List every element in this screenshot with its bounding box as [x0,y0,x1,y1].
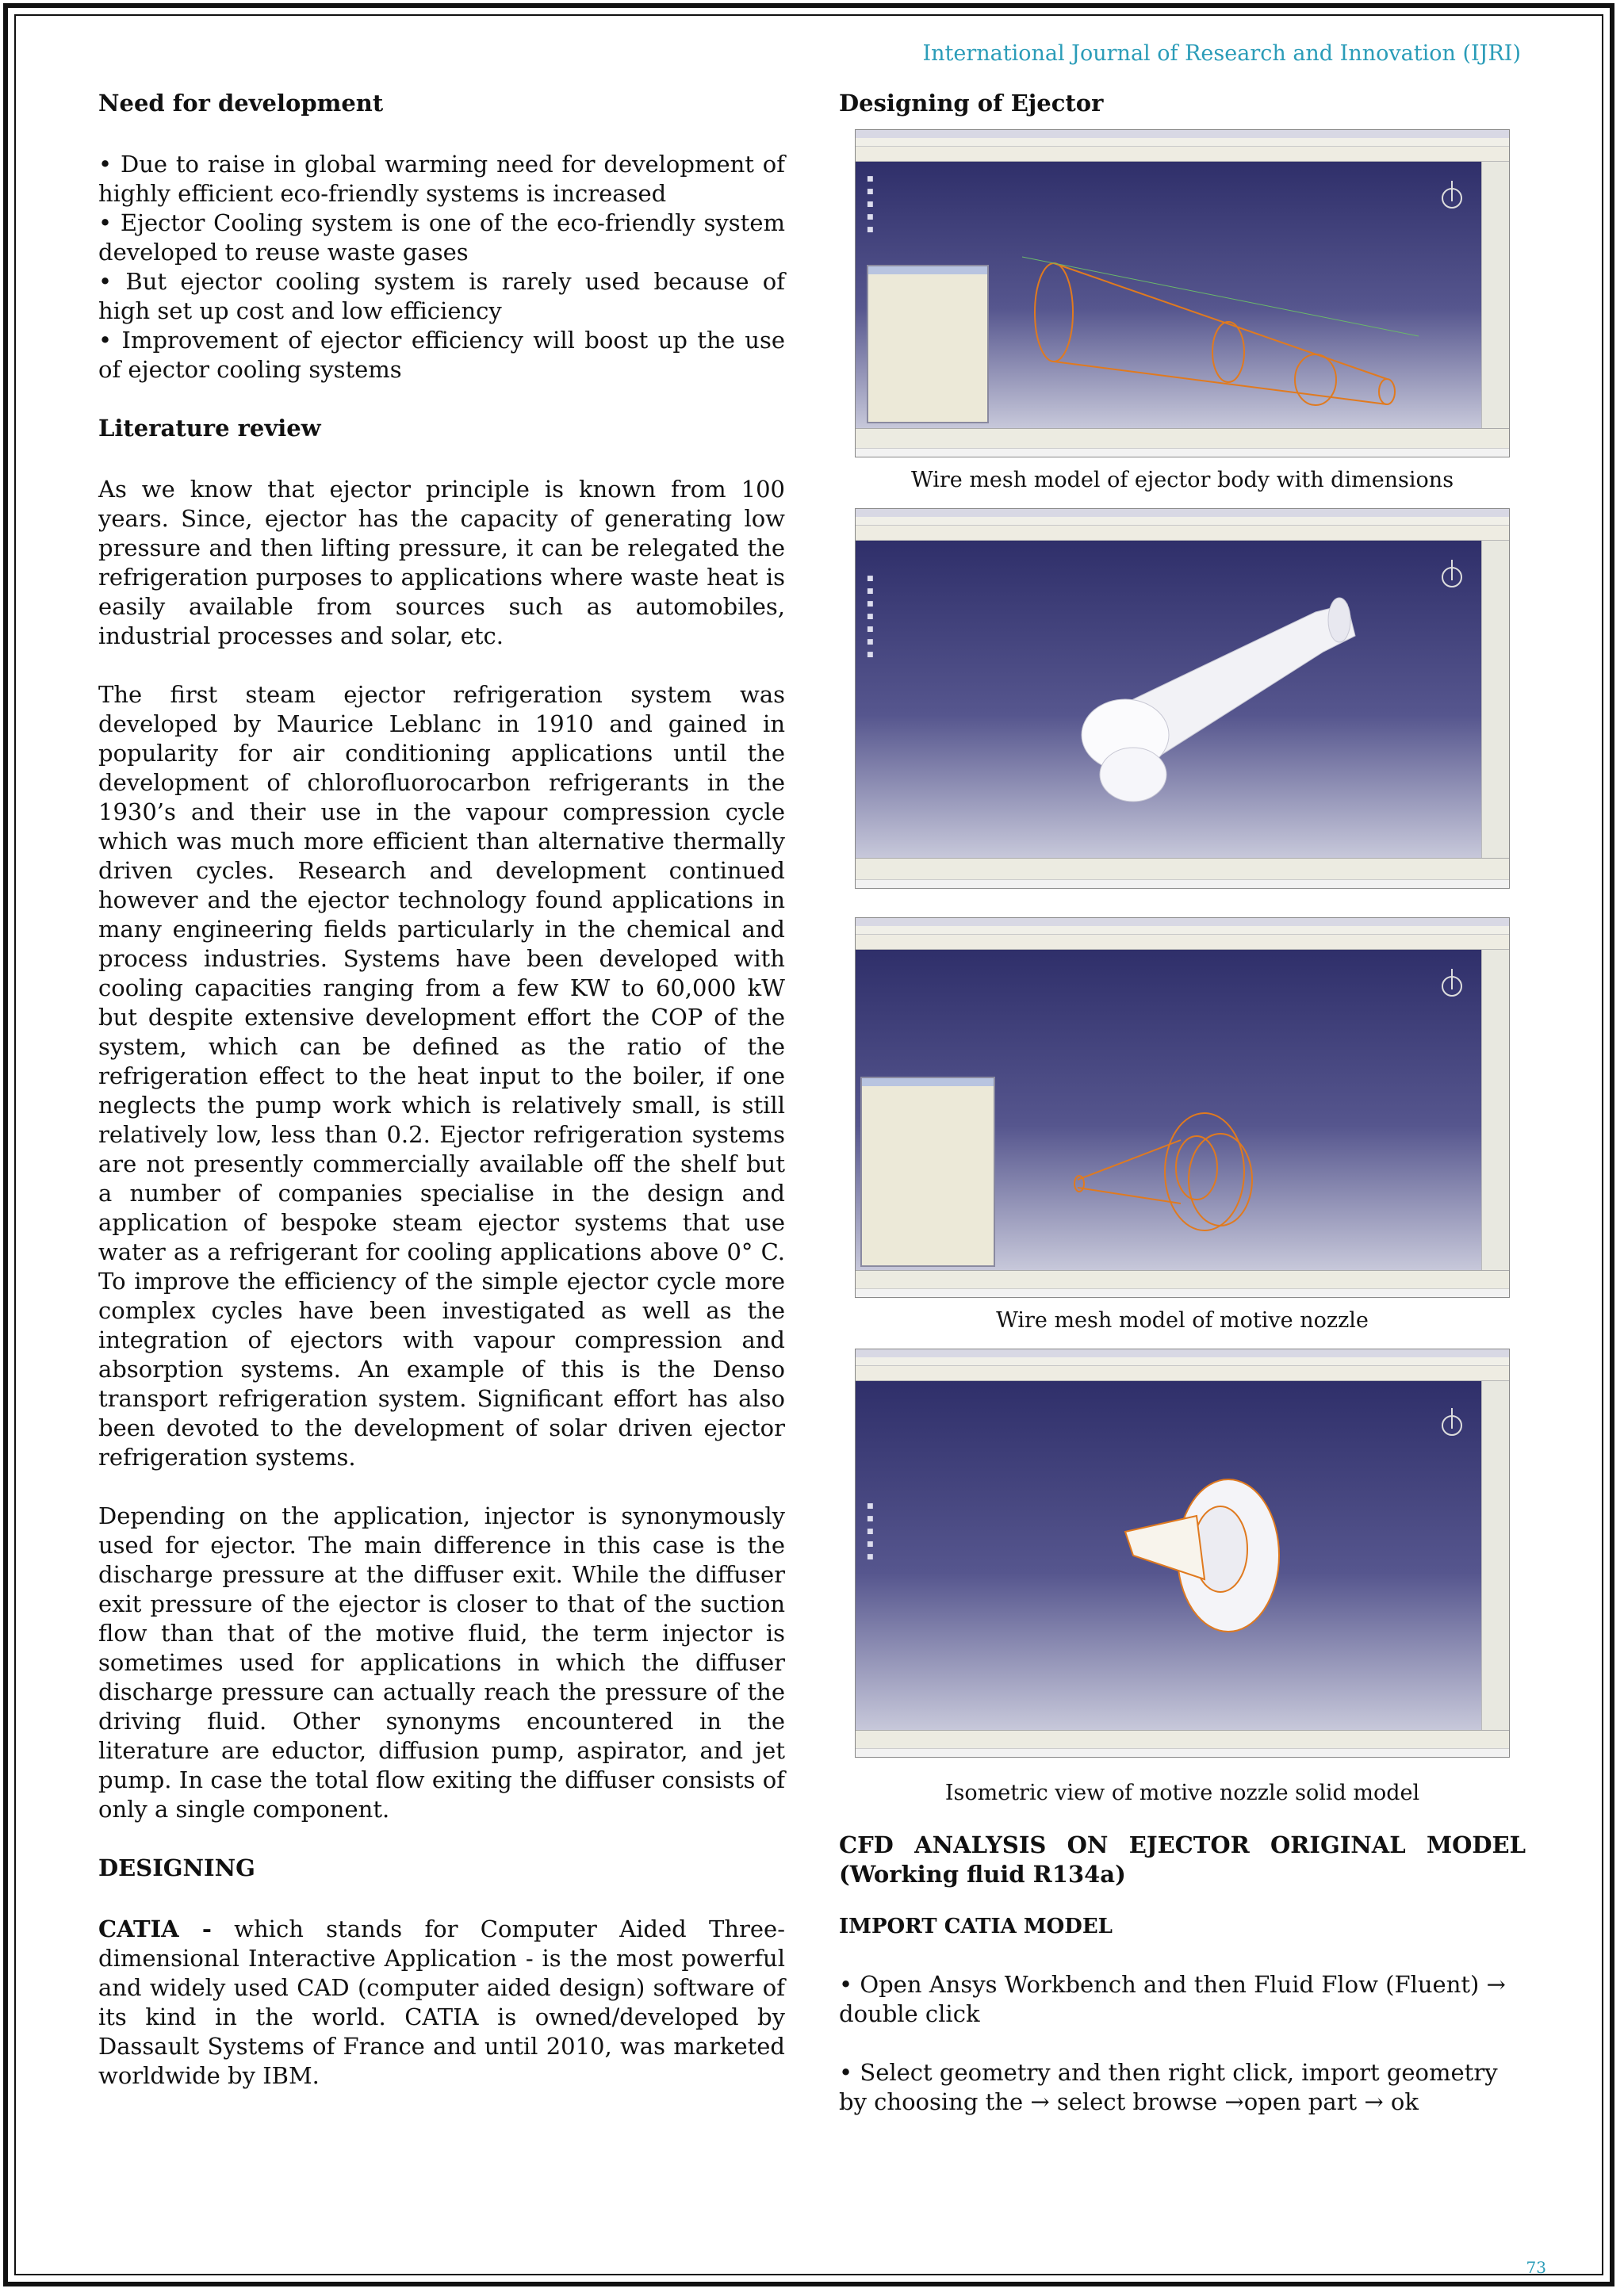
compass-icon [1436,557,1468,588]
journal-header: International Journal of Research and Innovation (IJRI) [922,41,1521,66]
compass-icon [1436,966,1468,997]
import-heading: IMPORT CATIA MODEL [839,1915,1113,1938]
import-step-1: • Open Ansys Workbench and then Fluid Flow (Fluent) → double click [839,1971,1506,2027]
left-column [98,89,785,2120]
bullet-item: • But ejector cooling system is rarely used because of high set up cost and low efficiency [98,268,785,324]
catia-description: which stands for Computer Aided Three-dimensional Interactive Application - is the most powerful and widely used CAD (computer aided design) software of its kind in the world. CATIA is owned/developed by Dassault Systems of France and until 2010, was marketed worldwide by IBM. [98,1915,786,2089]
literature-paragraph-1: As we know that ejector principle is known from 100 years. Since, ejector has the capacity of generating low pressure and then lifting pressure, it can be relegated the refrigeration purposes to applications where waste heat is easily available from sources such as automobiles, industrial processes and solar, etc. [98,476,785,649]
catia-screenshot-ejector-wireframe [855,129,1510,457]
cfd-heading: CFD ANALYSIS ON EJECTOR ORIGINAL MODEL (Working fluid R134a) [839,1831,1526,1888]
tree-icon: ■ ■ ■ ■ ■ ■ ■ [867,575,874,659]
need-heading: Need for development [98,90,384,117]
bullet-item: • Improvement of ejector efficiency will boost up the use of ejector cooling systems [98,327,785,383]
nozzle-wireframe [1062,1093,1300,1251]
literature-paragraph-3: Depending on the application, injector is synonymously used for ejector. The main difference in this case is the discharge pressure at the diffuser exit. While the diffuser exit pressure of the ejector is closer to that of the suction flow than that of the motive fluid, the term injector is sometimes used for applications in which the diffuser discharge pressure can actually reach the pressure of the driving fluid. Other synonyms encountered in the literature are eductor, diffusion pump, aspirator, and jet pump. In case the total flow exiting the diffuser consists of only a single component. [98,1502,785,1823]
right-column [839,89,1526,2146]
page-number: 73 [1526,2258,1546,2277]
ejector-heading: Designing of Ejector [839,90,1104,117]
literature-paragraph-2: The first steam ejector refrigeration system was developed by Maurice Leblanc in 1910 and gained in popularity for air conditioning applications until the development of chlorofluorocarbon refrigerants in the 1930’s and their use in the vapour compression cycle which was much more efficient than alternative thermally driven cycles. Research and development continued however and the ejector technology found applications in many engineering fields particularly in the chemical and process industries. Systems have been developed with cooling capacities ranging from a few KW to 60,000 kW but despite extensive development effort the COP of the system, which can be defined as the ratio of the refrigeration effect to the heat input to the boiler, if one neglects the pump work which is relatively small, is still relatively low, less than 0.2. Ejector refrigeration systems are not presently commercially available off the shelf but a number of companies specialise in the design and application of bespoke steam ejector systems that use water as a refrigerant for cooling applications above 0° C. To improve the efficiency of the simple ejector cycle more complex cycles have been investigated as well as the integration of ejectors with vapour compression and absorption systems. An example of this is the Denso transport refrigeration system. Significant effort has also been devoted to the development of solar driven ejector refrigeration systems. [98,681,785,1471]
catia-term: CATIA - [98,1915,212,1942]
bullet-item: • Due to raise in global warming need for development of highly efficient eco-friendly systems is increased [98,151,785,207]
compass-icon [1436,1405,1468,1437]
figure-caption-2: Wire mesh model of motive nozzle [996,1308,1369,1333]
import-step-2: • Select geometry and then right click, import geometry by choosing the → select browse →open part → ok [839,2059,1498,2115]
catia-screenshot-ejector-solid [855,508,1510,889]
compass-icon [1436,178,1468,209]
figure-caption-1: Wire mesh model of ejector body with dimensions [910,468,1454,492]
bullet-item: • Ejector Cooling system is one of the eco-friendly system developed to reuse waste gases [98,209,785,266]
figure-caption-3: Isometric view of motive nozzle solid model [944,1781,1420,1805]
ejector-wireframe [1006,241,1434,415]
tree-icon: ■ ■ ■ ■ ■ [867,1502,874,1561]
catia-paragraph [98,1915,785,2091]
nozzle-solid-model [1109,1460,1300,1651]
tree-icon: ■ ■ ■ ■ ■ [867,175,874,234]
catia-screenshot-nozzle-wireframe [855,917,1510,1298]
literature-heading: Literature review [98,415,321,442]
need-bullets [98,150,785,385]
ejector-solid-model [1054,580,1387,818]
catia-screenshot-nozzle-isometric [855,1349,1510,1758]
designing-heading: DESIGNING [98,1854,255,1881]
